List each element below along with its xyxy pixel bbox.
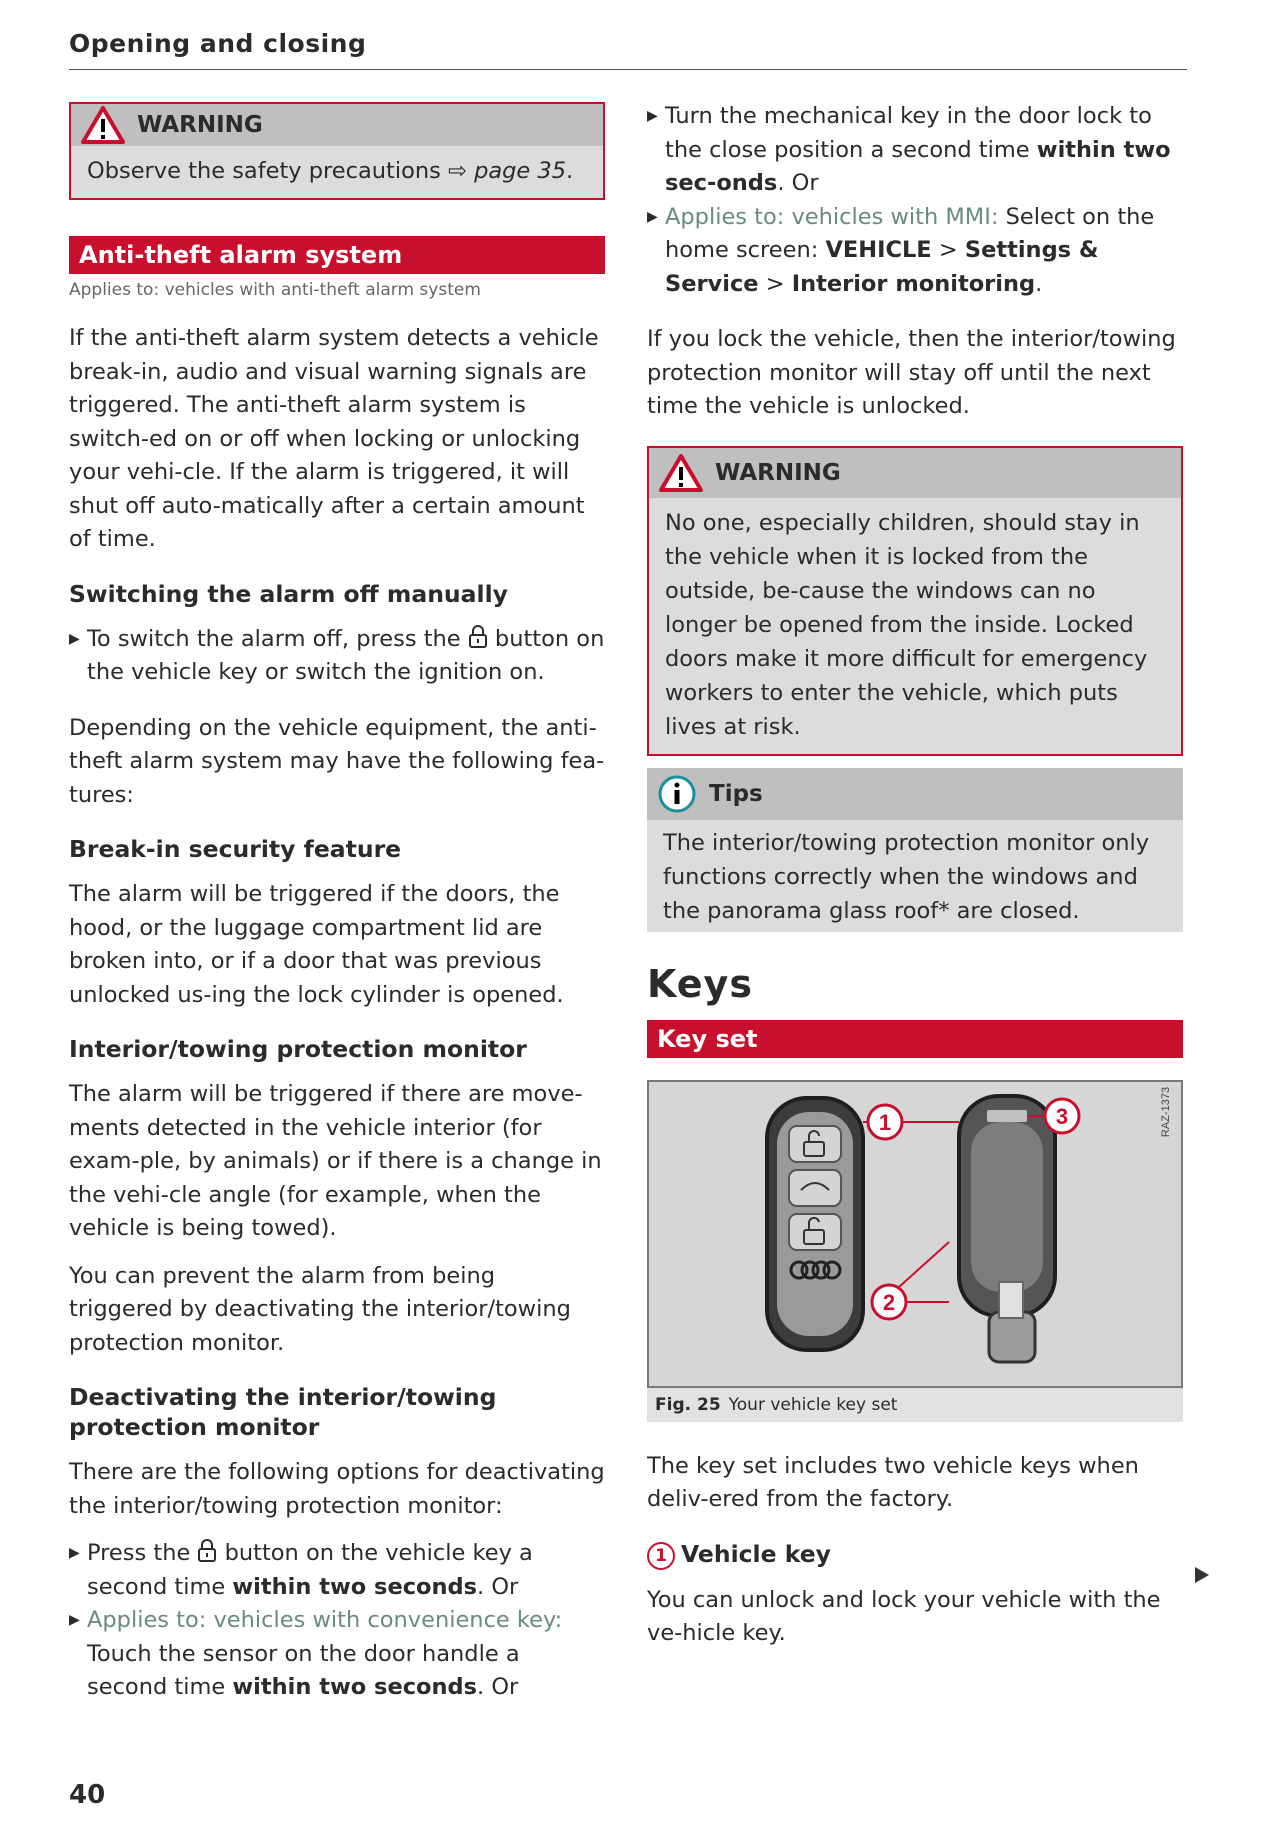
next-page-arrow-icon[interactable]: [1193, 1565, 1211, 1585]
list-item-convenience-key: ▶ Applies to: vehicles with convenience key: Touch the sensor on the door handle a second time within two seconds. Or: [69, 1604, 605, 1705]
lock-icon: [468, 625, 488, 649]
paragraph-prevent-alarm: You can prevent the alarm from being triggered by deactivating the interior/towing protection monitor.: [69, 1262, 571, 1356]
callout-label: 2: [882, 1289, 896, 1315]
applies-inline: Applies to: vehicles with MMI:: [665, 203, 999, 230]
callout-label: 1: [878, 1109, 892, 1135]
heading-deactivating: Deactivating the interior/towing protection monitor: [69, 1383, 497, 1441]
figure-key-set: [647, 1080, 1183, 1388]
warning-triangle-icon: [659, 454, 703, 492]
left-column: [69, 100, 605, 1705]
tips-box: [647, 768, 1183, 932]
page-number: 40: [69, 1780, 106, 1810]
bullet-arrow-icon: ▶: [69, 1612, 80, 1628]
warning-box-safety: [69, 102, 605, 200]
warning-box-children: [647, 446, 1183, 756]
warning-triangle-icon: [81, 106, 125, 144]
list-item-switch-off: ▶ To switch the alarm off, press the button on the vehicle key or switch the ignition on.: [69, 623, 605, 690]
warning-header: [71, 104, 603, 146]
list-item-press-button: ▶ Press the button on the vehicle key a second time within two seconds. Or: [69, 1537, 605, 1604]
applies-note: Applies to: vehicles with anti-theft alarm system: [69, 280, 481, 300]
arrow-icon: ⇨: [448, 158, 467, 184]
header-rule: [69, 69, 1187, 70]
paragraph-vehicle-key: You can unlock and lock your vehicle with the ve-hicle key.: [647, 1586, 1161, 1646]
heading-switch-off: Switching the alarm off manually: [69, 579, 508, 608]
paragraph-features: Depending on the vehicle equipment, the anti-theft alarm system may have the following fea-tures:: [69, 714, 605, 808]
warning-label: WARNING: [715, 459, 841, 486]
warning-text: Observe the safety precautions ⇨ page 35.: [87, 158, 574, 184]
tips-header: [647, 768, 1183, 820]
tips-label: Tips: [709, 780, 763, 807]
heading-vehicle-key: 1 Vehicle key: [647, 1539, 1183, 1570]
applies-inline: Applies to: vehicles with convenience key:: [87, 1607, 563, 1633]
info-icon: [657, 774, 697, 814]
bullet-arrow-icon: ▶: [69, 1545, 80, 1561]
list-item-mmi: ▶ Applies to: vehicles with MMI: Select on the home screen: VEHICLE > Settings & Service > Interior monitoring.: [647, 201, 1183, 302]
bullet-arrow-icon: ▶: [647, 208, 658, 225]
right-column: [647, 100, 1183, 1651]
warning-text: No one, especially children, should stay in the vehicle when it is locked from the outside, be-cause the windows can no longer be opened from the inside. Locked doors make it more difficult for emergency workers to enter the vehicle, which puts lives at risk.: [665, 509, 1148, 740]
paragraph-options: There are the following options for deactivating the interior/towing protection monitor:: [69, 1459, 605, 1519]
warning-label: WARNING: [137, 112, 263, 138]
lock-icon: [197, 1539, 217, 1563]
section-bar-key-set: Key set: [647, 1020, 1183, 1058]
figure-code: RAZ-1373: [1160, 1086, 1172, 1137]
callout-label: 3: [1055, 1103, 1069, 1129]
list-item-mechanical-key: ▶ Turn the mechanical key in the door lock to the close position a second time within two sec-onds. Or: [647, 100, 1183, 201]
heading-break-in: Break-in security feature: [69, 835, 402, 863]
section-bar-anti-theft: Anti-theft alarm system: [69, 236, 605, 274]
heading-interior-monitor: Interior/towing protection monitor: [69, 1035, 527, 1063]
callout-1-icon: 1: [647, 1542, 675, 1570]
paragraph-break-in: The alarm will be triggered if the doors, the hood, or the luggage compartment lid are broken into, or if a door that was previous unlocked us-ing the lock cylinder is opened.: [69, 881, 564, 1008]
bullet-arrow-icon: ▶: [69, 630, 80, 647]
key-set-illustration: [649, 1082, 1181, 1382]
paragraph-interior-monitor: The alarm will be triggered if there are move-ments detected in the vehicle interior (for exam-ple, by animals) or if there is a change in the vehi-cle angle (for example, when the vehicle is being towed).: [69, 1081, 602, 1241]
warning-header: [649, 448, 1181, 498]
page-link[interactable]: page 35: [474, 158, 567, 184]
section-title: Opening and closing: [69, 29, 367, 58]
tips-text: The interior/towing protection monitor only functions correctly when the windows and the panorama glass roof* are closed.: [663, 829, 1150, 924]
paragraph-lock-info: If you lock the vehicle, then the interior/towing protection monitor will stay off until the next time the vehicle is unlocked.: [647, 326, 1176, 419]
bullet-arrow-icon: ▶: [647, 108, 658, 124]
paragraph-key-set: The key set includes two vehicle keys when deliv-ered from the factory.: [647, 1452, 1139, 1512]
figure-caption: Fig. 25 Your vehicle key set: [647, 1388, 1183, 1422]
heading-keys: Keys: [647, 961, 753, 1006]
paragraph-alarm-intro: If the anti-theft alarm system detects a vehicle break-in, audio and visual warning signals are triggered. The anti-theft alarm system is switch-ed on or off when locking or unlocking your vehi-cle. If the alarm is triggered, it will shut off auto-matically after a certain amount of time.: [69, 325, 599, 552]
